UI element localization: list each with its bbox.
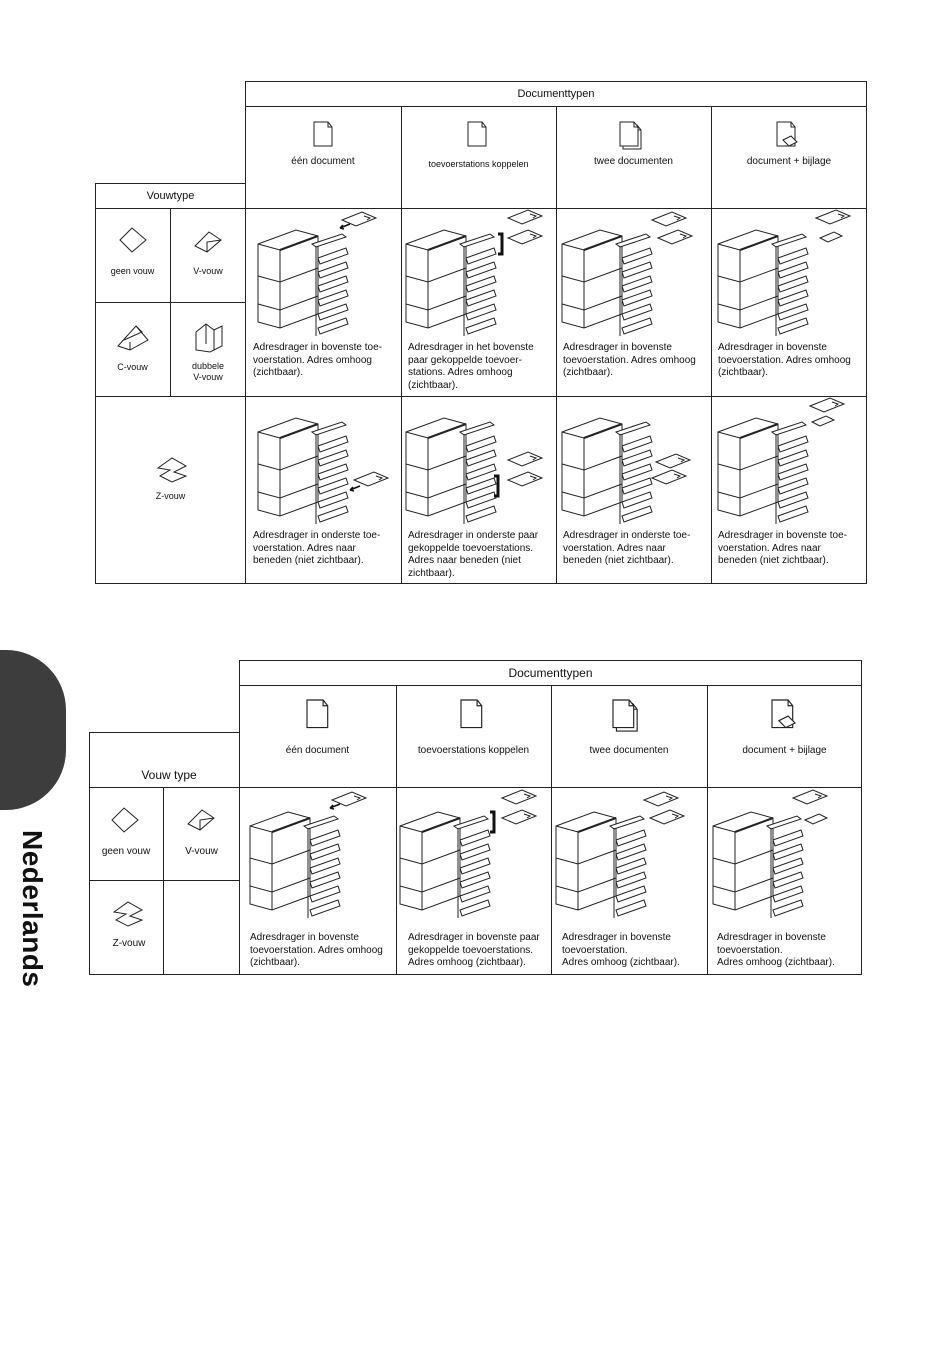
feeder-machine-illustration — [256, 224, 386, 339]
doc-type-label: toevoerstations koppelen — [428, 159, 529, 169]
instruction-text: Adresdrager in bovenste toevoerstation. Adres omhoog (zichtbaar). — [563, 342, 696, 378]
fold-label: C-vouw — [117, 362, 148, 372]
instruction-text: Adresdrager in bovenste toe- voerstation. Adres naar beneden (niet zichtbaar). — [718, 530, 847, 566]
fold-label: geen vouw — [110, 266, 155, 276]
instruction-text: Adresdrager in onderste toe- voerstation. Adres naar beneden (niet zichtbaar). — [563, 530, 691, 566]
fold-label: geen vouw — [101, 846, 151, 857]
doc-types-header: Documenttypen — [517, 88, 595, 100]
two-documents-icon — [613, 700, 639, 734]
doc-types-header: Documenttypen — [508, 666, 593, 680]
v-fold-icon — [193, 228, 225, 258]
instruction-text: Adresdrager in bovenste toevoerstation. Adres omhoog (zichtbaar). — [562, 932, 680, 968]
two-documents-icon — [620, 122, 644, 152]
no-fold-icon — [110, 806, 142, 838]
feeder-machine-illustration — [716, 224, 866, 339]
fold-label: V-vouw — [185, 846, 218, 857]
fold-type-header: Vouw type — [141, 768, 197, 782]
z-fold-icon — [156, 456, 190, 484]
fold-label: Z-vouw — [155, 491, 186, 501]
feeder-machine-illustration — [256, 412, 396, 527]
doc-type-label: document + bijlage — [746, 156, 832, 167]
instruction-text: Adresdrager in bovenste toevoerstation. Adres omhoog (zichtbaar). — [250, 932, 383, 968]
language-tab — [0, 650, 66, 810]
no-fold-icon — [118, 226, 148, 256]
fold-type-header: Vouwtype — [146, 190, 195, 202]
feeder-machine-illustration — [404, 224, 554, 339]
doc-type-label: één document — [285, 745, 350, 756]
single-document-icon — [314, 122, 334, 148]
feeder-machine-illustration — [716, 412, 866, 527]
single-document-icon — [307, 700, 329, 730]
instruction-text: Adresdrager in bovenste toevoerstation. Adres omhoog (zichtbaar). — [718, 342, 851, 378]
feeder-machine-illustration — [560, 412, 710, 527]
instruction-text: Adresdrager in onderste paar gekoppelde toevoerstations. Adres naar beneden (niet zichtbaar). — [408, 530, 539, 579]
document-enclosure-icon — [772, 700, 798, 734]
feeder-machine-illustration — [248, 806, 388, 921]
single-document-icon — [468, 122, 488, 148]
instruction-text: Adresdrager in het bovenste paar gekoppelde toevoer- stations. Adres omhoog (zichtbaar). — [408, 342, 534, 391]
doc-type-label: toevoerstations koppelen — [417, 745, 530, 756]
feeder-machine-illustration — [398, 806, 548, 921]
v-fold-icon — [186, 806, 220, 838]
instruction-text: Adresdrager in bovenste toe- voerstation. Adres omhoog (zichtbaar). — [253, 342, 382, 378]
instruction-text: Adresdrager in bovenste toevoerstation. Adres omhoog (zichtbaar). — [717, 932, 835, 968]
doc-type-label: één document — [291, 156, 355, 167]
instruction-text: Adresdrager in onderste toe- voerstation. Adres naar beneden (niet zichtbaar). — [253, 530, 381, 566]
fold-label: V-vouw — [193, 266, 223, 276]
feeder-machine-illustration — [404, 412, 554, 527]
language-label: Nederlands — [17, 830, 48, 988]
fold-label: dubbele V-vouw — [191, 361, 225, 382]
z-fold-icon — [112, 900, 146, 930]
doc-type-label: document + bijlage — [742, 745, 827, 756]
feeder-machine-illustration — [560, 224, 710, 339]
feeder-machine-illustration — [554, 806, 704, 921]
c-fold-icon — [116, 322, 150, 352]
double-v-fold-icon — [192, 322, 224, 356]
single-document-icon — [461, 700, 483, 730]
instruction-text: Adresdrager in bovenste paar gekoppelde toevoerstations. Adres omhoog (zichtbaar). — [408, 932, 540, 968]
feeder-machine-illustration — [711, 806, 861, 921]
fold-label: Z-vouw — [112, 938, 146, 949]
doc-type-label: twee documenten — [589, 745, 669, 756]
doc-type-label: twee documenten — [594, 156, 673, 167]
document-enclosure-icon — [777, 122, 801, 152]
